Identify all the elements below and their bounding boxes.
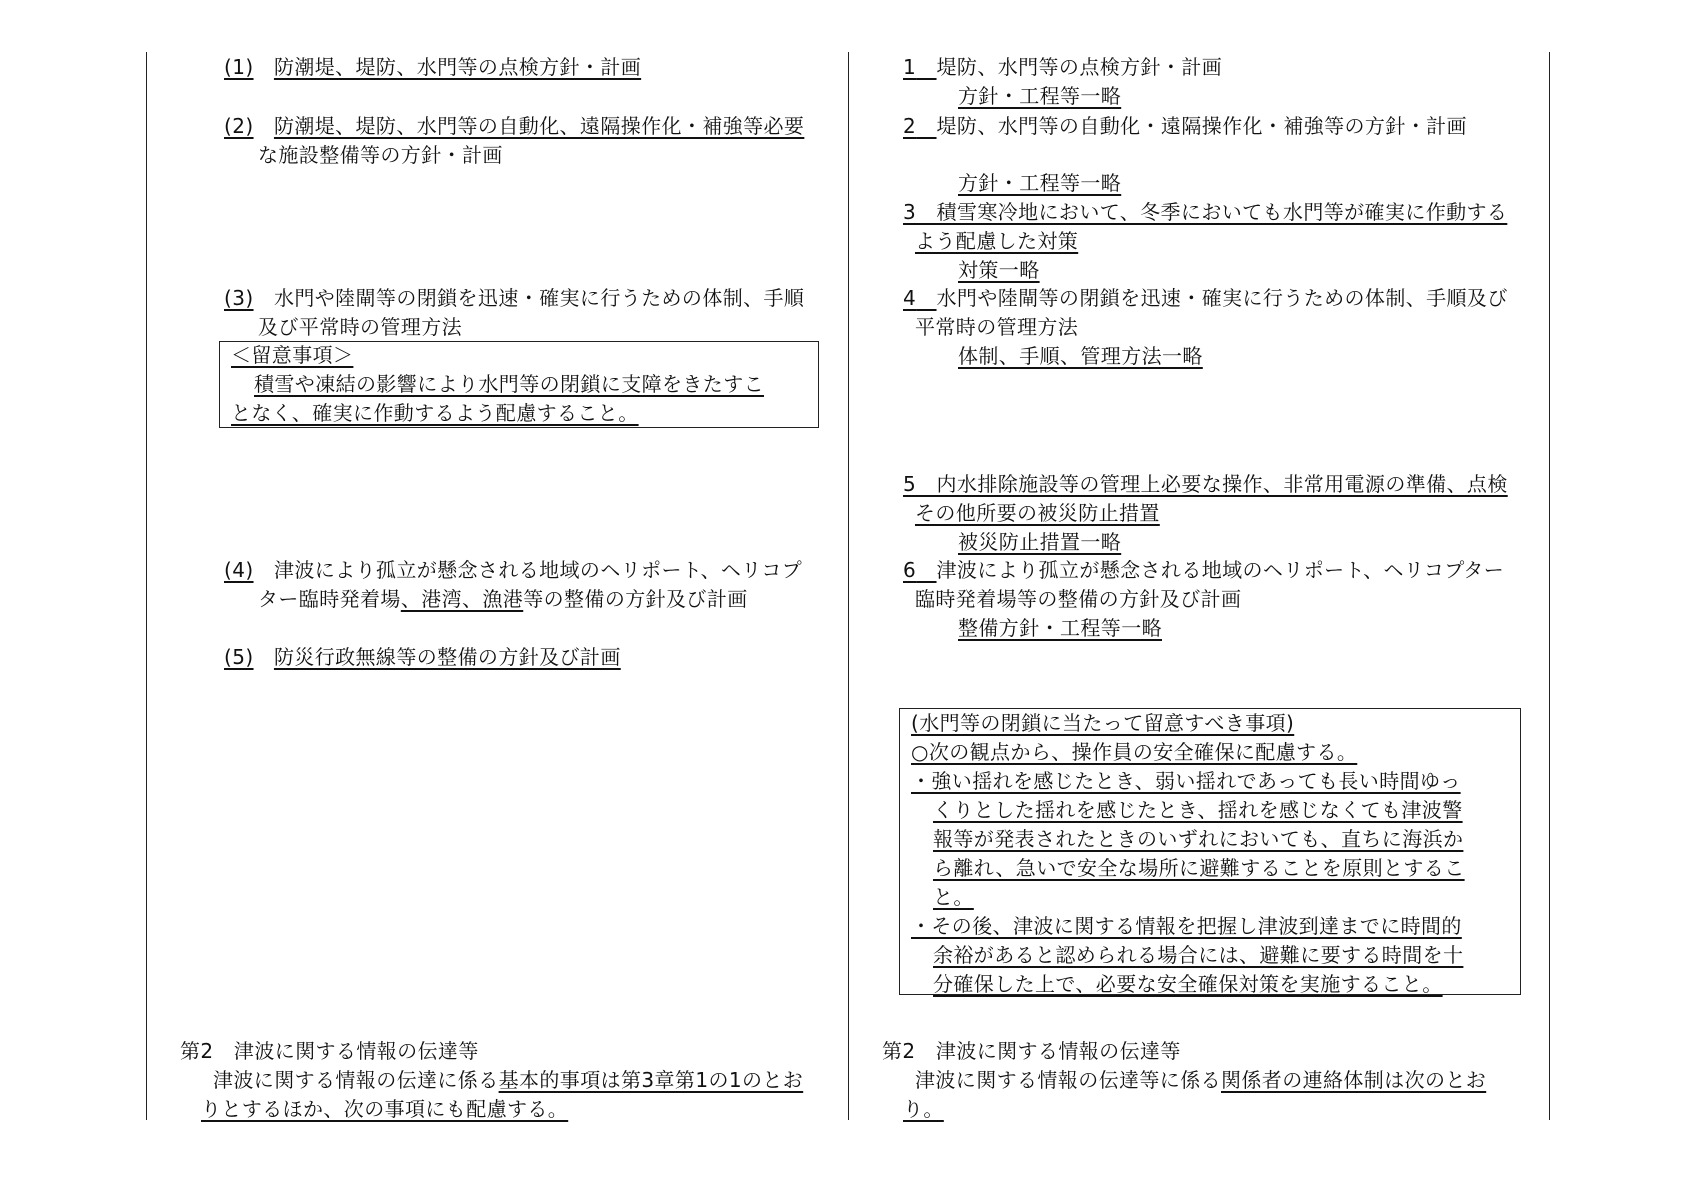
left-section-2-line1: 津波に関する情報の伝達に係る基本的事項は第3章第1の1のとお xyxy=(213,1068,804,1092)
right-note-bullet2-line2: 余裕があると認められる場合には、避難に要する時間を十 xyxy=(933,943,1464,967)
right-note-bullet1-line5: と。 xyxy=(933,885,974,909)
right-item-5: 5 内水排除施設等の管理上必要な操作、非常用電源の準備、点検 xyxy=(903,472,1508,496)
left-note-title: ＜留意事項＞ xyxy=(231,343,354,367)
right-item-5-sub: 被災防止措置一略 xyxy=(958,530,1122,554)
right-item-3: 3 積雪寒冷地において、冬季においても水門等が確実に作動する xyxy=(903,200,1508,224)
right-section-2-line1: 津波に関する情報の伝達等に係る関係者の連絡体制は次のとお xyxy=(915,1068,1487,1092)
left-section-2-line2: りとするほか、次の事項にも配慮する。 xyxy=(201,1097,569,1121)
left-item-3: (3) 水門や陸閘等の閉鎖を迅速・確実に行うための体制、手順 xyxy=(224,286,805,310)
left-section-2-heading: 第2 津波に関する情報の伝達等 xyxy=(180,1039,479,1063)
left-margin-line xyxy=(146,52,147,1120)
left-item-4-cont: ター臨時発着場、港湾、漁港等の整備の方針及び計画 xyxy=(258,587,748,611)
right-item-3-cont: よう配慮した対策 xyxy=(915,229,1079,253)
right-item-3-sub: 対策一略 xyxy=(958,258,1040,282)
left-item-4: (4) 津波により孤立が懸念される地域のヘリポート、ヘリコプ xyxy=(224,558,803,582)
left-note-line1: 積雪や凍結の影響により水門等の閉鎖に支障をきたすこ xyxy=(254,372,764,396)
right-item-5-cont: その他所要の被災防止措置 xyxy=(915,501,1160,525)
right-margin-line xyxy=(1549,52,1550,1120)
right-note-intro: ○次の観点から、操作員の安全確保に配慮する。 xyxy=(911,740,1358,764)
left-item-1: (1) 防潮堤、堤防、水門等の点検方針・計画 xyxy=(224,55,642,79)
right-item-6: 6 津波により孤立が懸念される地域のヘリポート、ヘリコプター xyxy=(903,558,1505,582)
right-note-bullet2-line3: 分確保した上で、必要な安全確保対策を実施すること。 xyxy=(933,972,1443,996)
right-item-4-cont: 平常時の管理方法 xyxy=(915,315,1079,339)
left-item-2: (2) 防潮堤、堤防、水門等の自動化、遠隔操作化・補強等必要 xyxy=(224,114,805,138)
right-item-4-sub: 体制、手順、管理方法一略 xyxy=(958,344,1203,368)
center-divider-line xyxy=(848,52,849,1120)
right-item-4: 4 水門や陸閘等の閉鎖を迅速・確実に行うための体制、手順及び xyxy=(903,286,1508,310)
right-note-bullet1-line1: ・強い揺れを感じたとき、弱い揺れであっても長い時間ゆっ xyxy=(911,769,1461,793)
right-item-6-sub: 整備方針・工程等一略 xyxy=(958,616,1162,640)
right-item-6-cont: 臨時発着場等の整備の方針及び計画 xyxy=(915,587,1242,611)
right-item-2: 2 堤防、水門等の自動化・遠隔操作化・補強等の方針・計画 xyxy=(903,114,1467,138)
right-note-bullet1-line2: くりとした揺れを感じたとき、揺れを感じなくても津波警 xyxy=(933,798,1463,822)
right-item-2-sub: 方針・工程等一略 xyxy=(958,171,1122,195)
left-item-5: (5) 防災行政無線等の整備の方針及び計画 xyxy=(224,645,621,669)
left-note-line2: となく、確実に作動するよう配慮すること。 xyxy=(231,401,639,425)
right-note-bullet1-line4: ら離れ、急いで安全な場所に避難することを原則とするこ xyxy=(933,856,1465,880)
left-item-2-cont: な施設整備等の方針・計画 xyxy=(258,143,503,167)
right-note-bullet1-line3: 報等が発表されたときのいずれにおいても、直ちに海浜か xyxy=(933,827,1464,851)
right-section-2-line2: り。 xyxy=(903,1097,944,1121)
right-item-1-sub: 方針・工程等一略 xyxy=(958,84,1122,108)
right-note-title: (水門等の閉鎖に当たって留意すべき事項) xyxy=(911,711,1295,735)
right-section-2-heading: 第2 津波に関する情報の伝達等 xyxy=(882,1039,1181,1063)
left-item-3-cont: 及び平常時の管理方法 xyxy=(258,315,462,339)
right-note-bullet2-line1: ・その後、津波に関する情報を把握し津波到達までに時間的 xyxy=(911,914,1462,938)
right-item-1: 1 堤防、水門等の点検方針・計画 xyxy=(903,55,1223,79)
